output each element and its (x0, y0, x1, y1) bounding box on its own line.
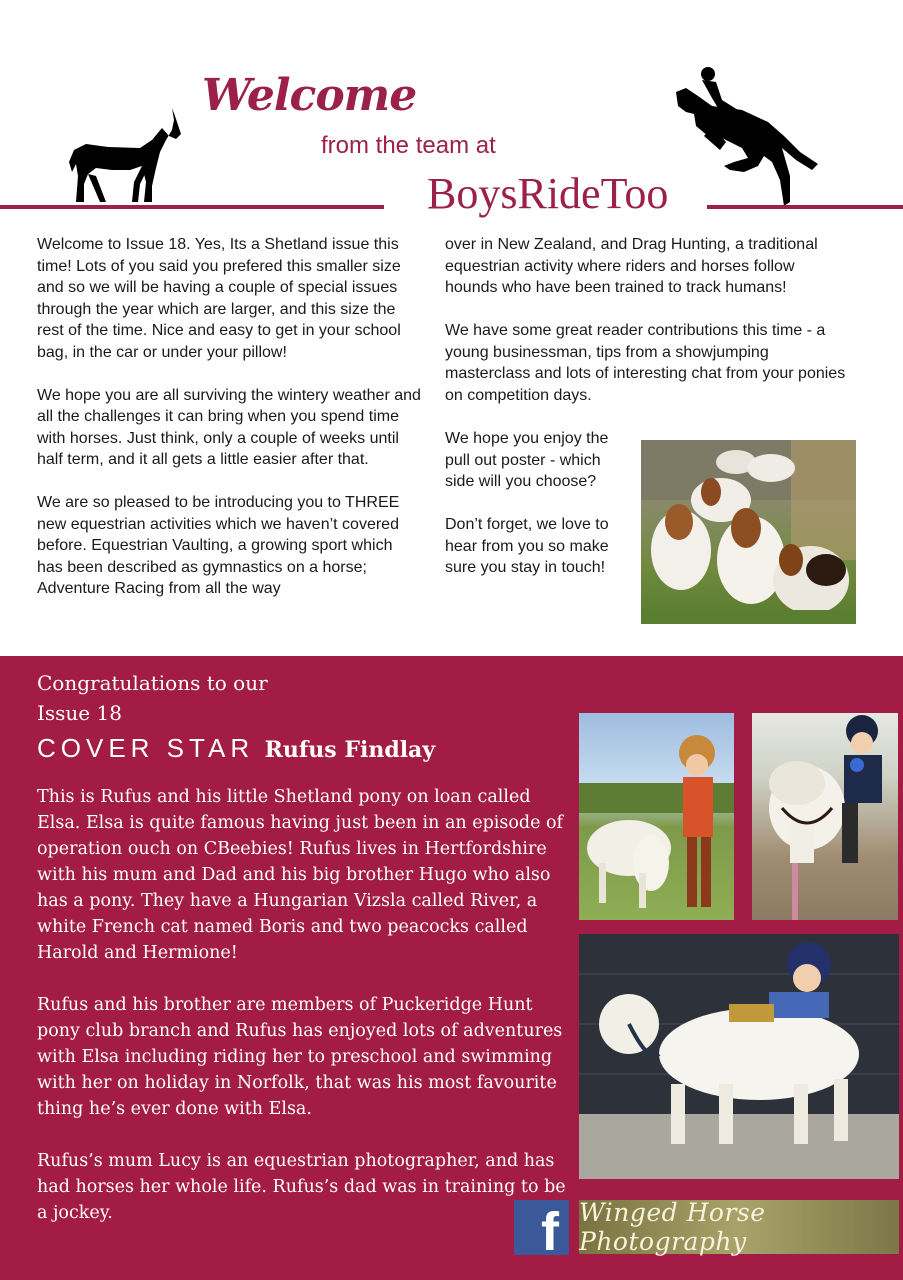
congrats-line: Congratulations to our (37, 671, 268, 695)
intro-paragraph: Don’t forget, we love to hear from you so make sure you stay in touch! (445, 516, 609, 576)
cover-star-name: Rufus Findlay (264, 737, 436, 763)
intro-paragraph: over in New Zealand, and Drag Hunting, a traditional equestrian activity where riders and horses follow hounds who have been trained to track humans! (445, 236, 818, 296)
header-rule-right (707, 205, 903, 209)
intro-paragraph: We are so pleased to be introducing you to THREE new equestrian activities which we haven’t covered before. Equestrian Vaulting, a growing sport which has been described as gymnastics on a horse; Adventure Racing from all the way (37, 494, 400, 597)
standing-horse-silhouette-icon (66, 106, 182, 204)
pony-rosette-photo (752, 713, 898, 920)
masthead (0, 0, 903, 230)
cover-star-story (37, 784, 567, 1252)
intro-left-column (37, 234, 422, 621)
cover-star-label: COVER STAR (37, 733, 255, 763)
story-paragraph: This is Rufus and his little Shetland pony on loan called Elsa. Elsa is quite famous having just been in an episode of operation ouch on CBeebies! Rufus lives in Hertfordshire with his mum and Dad and his big brother Hugo who also has a pony. They have a Hungarian Vizsla called River, a white French cat named Boris and two peacocks called Harold and Hermione! (37, 787, 564, 963)
pony-headdress-photo (579, 713, 734, 920)
story-paragraph: Rufus and his brother are members of Puckeridge Hunt pony club branch and Rufus has enjoyed lots of adventures with Elsa including riding her to preschool and swimming with her on holiday in Norfolk, that was his most favourite thing he’s ever done with Elsa. (37, 995, 563, 1119)
hounds-photo (641, 440, 856, 624)
congrats-line: Issue 18 (37, 701, 122, 725)
jumping-horse-rider-silhouette-icon (672, 66, 822, 208)
photographer-credit-banner (579, 1200, 899, 1254)
story-paragraph: Rufus’s mum Lucy is an equestrian photographer, and has had horses her whole life. Rufus’s dad was in training to be a jockey. (37, 1151, 566, 1223)
intro-right-column (445, 234, 850, 428)
intro-paragraph: Welcome to Issue 18. Yes, Its a Shetland issue this time! Lots of you said you prefered this smaller size and so we will be having a couple of special issues through the year which are larger, and this size the rest of the time. Nice and easy to get in your school bag, in the car or under your pillow! (37, 236, 401, 361)
header-rule-left (0, 205, 384, 209)
intro-right-short-column (445, 428, 630, 600)
intro-paragraph: We have some great reader contributions this time - a young businessman, tips from a showjumping masterclass and lots of interesting chat from your ponies on competition days. (445, 322, 846, 404)
cover-star-heading (37, 733, 435, 764)
congrats-heading (37, 668, 268, 728)
intro-paragraph: We hope you enjoy the pull out poster - which side will you choose? (445, 430, 609, 490)
facebook-icon[interactable] (514, 1200, 569, 1262)
photographer-credit-text: Winged Horse Photography (579, 1198, 766, 1256)
intro-paragraph: We hope you are all surviving the wintery weather and all the challenges it can bring when you spend time with horses. Just think, only a couple of weeks until half term, and it all gets a little easier after that. (37, 386, 421, 468)
brand-name: BoysRideToo (427, 169, 669, 218)
child-on-pony-photo (579, 934, 899, 1179)
from-team-text: from the team at (321, 132, 496, 159)
welcome-heading: Welcome (202, 70, 417, 121)
facebook-glyph: f (541, 1202, 559, 1262)
